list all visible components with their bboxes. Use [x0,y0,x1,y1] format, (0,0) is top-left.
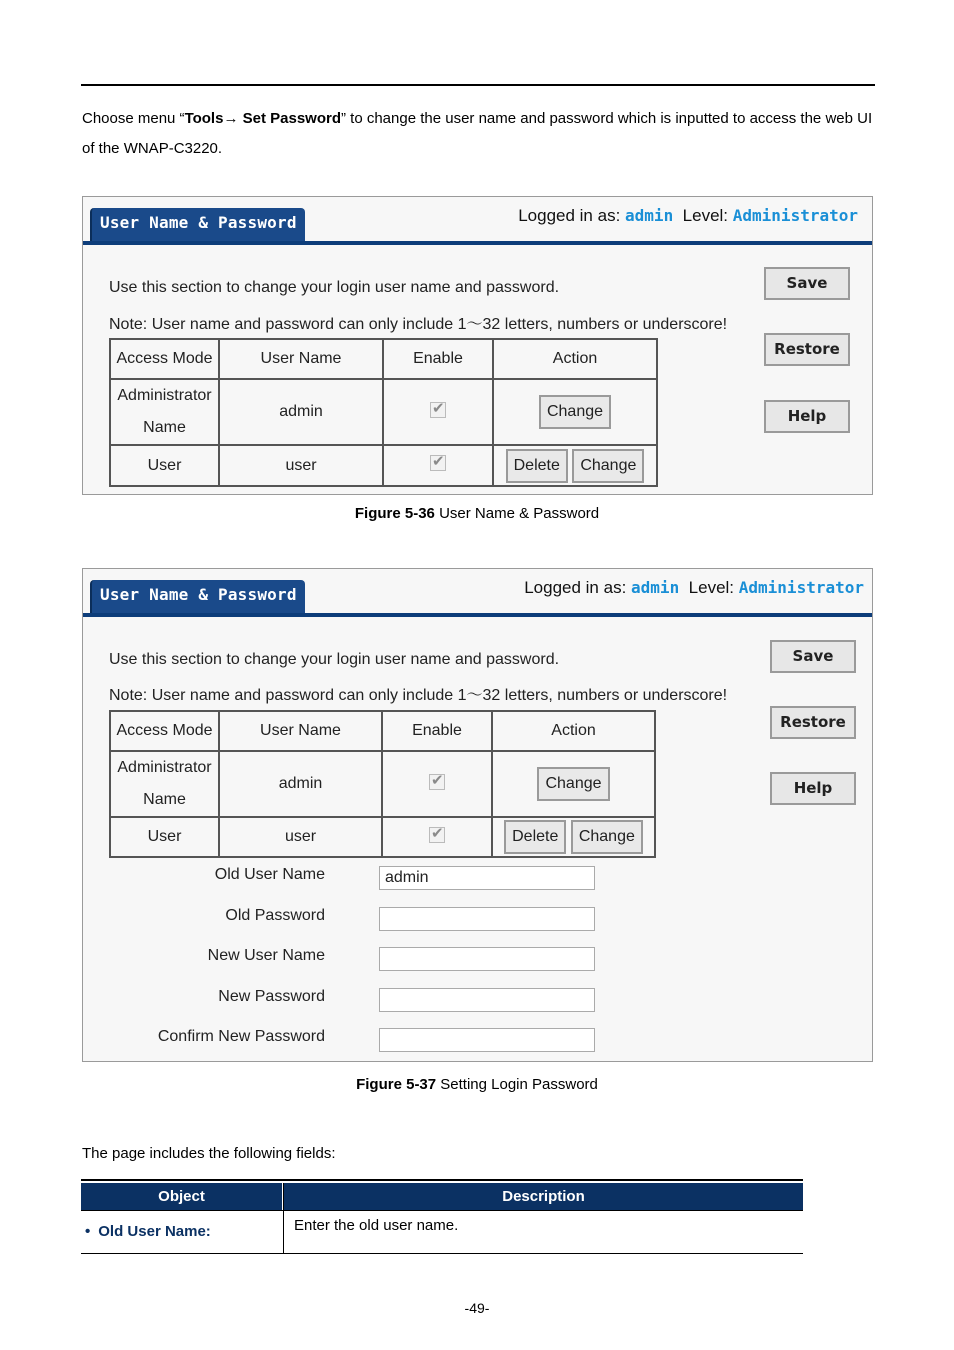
header-bar [83,241,872,245]
note-line: Note: User name and password can only include 1～32 letters, numbers or underscore! [109,316,728,333]
fields-intro: The page includes the following fields: [82,1145,336,1162]
note-line: Note: User name and password can only include 1～32 letters, numbers or underscore! [109,687,728,704]
col-header-user-name: User Name [219,339,383,379]
save-button[interactable]: Save [770,640,856,673]
restore-button[interactable]: Restore [770,706,856,739]
col-header-description: Description [284,1183,803,1210]
help-button[interactable]: Help [770,772,856,805]
change-button[interactable]: Change [537,767,609,801]
old-user-name-label: Old User Name [214,866,325,883]
old-password-label: Old Password [225,907,325,924]
confirm-new-password-label: Confirm New Password [157,1028,325,1045]
new-user-name-input[interactable] [379,947,595,971]
table-row: Administrator Name admin ✔ Change [110,379,657,445]
new-password-label: New Password [218,988,325,1005]
col-header-object: Object [81,1183,282,1210]
page-number: -49- [464,1300,490,1316]
login-status: Logged in as: admin Level: Administrator [518,206,858,225]
enable-checkbox[interactable] [429,774,445,790]
col-header-action: Action [492,711,655,751]
change-button[interactable]: Change [539,395,611,429]
login-status: Logged in as: admin Level: Administrator [524,578,864,597]
col-header-action: Action [493,339,657,379]
change-button[interactable]: Change [572,449,644,483]
info-line: Use this section to change your login user name and password. [109,279,560,296]
delete-button[interactable]: Delete [506,449,568,483]
old-password-input[interactable] [379,907,595,931]
change-button[interactable]: Change [571,820,643,854]
user-level: Administrator [738,578,864,597]
new-user-name-label: New User Name [207,947,325,964]
save-button[interactable]: Save [764,267,850,300]
new-password-input[interactable] [379,988,595,1012]
figure-2-screenshot [82,568,873,1062]
table-row: User user ✔ Delete Change [110,445,657,486]
confirm-new-password-input[interactable] [379,1028,595,1052]
header-rule [81,84,875,86]
description-old-user-name: Enter the old user name. [294,1217,459,1234]
info-line: Use this section to change your login user name and password. [109,651,560,668]
panel-header [83,197,872,245]
col-header-enable: Enable [383,339,493,379]
panel-tab-title: User Name & Password [90,580,305,615]
user-level: Administrator [732,206,858,225]
logged-in-user: admin [631,578,680,597]
help-button[interactable]: Help [764,400,850,433]
header-bar [83,613,872,617]
old-user-name-input[interactable]: admin [379,866,595,890]
access-mode-table [109,710,656,858]
table-row: User user ✔ Delete Change [110,817,655,857]
figure-1-caption: Figure 5-36 User Name & Password [354,505,600,522]
access-mode-table [109,338,658,487]
intro-paragraph: Choose menu “Tools→ Set Password” to change the user name and password which is inputted to access the web UI of the WNAP-C3220. [82,110,873,157]
delete-button[interactable]: Delete [504,820,566,854]
figure-1-screenshot [82,196,873,495]
table-row: Administrator Name admin ✔ Change [110,751,655,817]
restore-button[interactable]: Restore [764,333,850,366]
figure-2-caption: Figure 5-37 Setting Login Password [356,1076,598,1093]
col-header-access-mode: Access Mode [110,711,219,751]
object-old-user-name: • Old User Name: [85,1223,211,1240]
panel-header [83,569,872,617]
bullet-icon: • [85,1223,91,1240]
enable-checkbox[interactable] [430,455,446,471]
panel-tab-title: User Name & Password [90,208,305,243]
col-header-enable: Enable [382,711,492,751]
logged-in-user: admin [625,206,674,225]
col-header-user-name: User Name [219,711,382,751]
col-header-access-mode: Access Mode [110,339,219,379]
enable-checkbox[interactable] [430,402,446,418]
enable-checkbox[interactable] [429,827,445,843]
